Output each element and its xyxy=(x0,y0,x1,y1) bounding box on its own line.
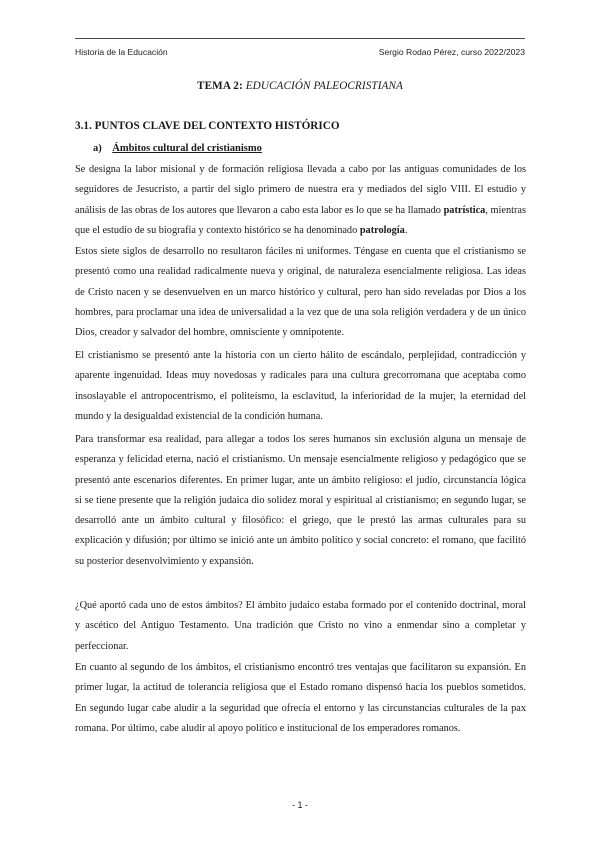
header-author-course: Sergio Rodao Pérez, curso 2022/2023 xyxy=(378,47,525,57)
page-header xyxy=(75,38,525,61)
title-label: TEMA 2 xyxy=(197,80,239,92)
paragraph-1-text-e: . xyxy=(404,224,408,236)
paragraph-6: En cuanto al segundo de los ámbitos, el cristianismo encontró tres ventajas que facilitaron su expansión. En primer lugar, la actitud de tolerancia religiosa que el Estado romano dispensó hacia los pueblos sometidos. En segundo lugar cabe aludir a la seguridad que ofrecía el entorno y las circunstancias culturales de la pax romana. Por último, cabe aludir al apoyo político e institucional de los emperadores romanos. xyxy=(75,662,526,734)
paragraph-3: El cristianismo se presentó ante la historia con un cierto hálito de escándalo, perplejidad, contradicción y aparente ingenuidad. Ideas muy novedosas y radicales para una cultura grecorromana que aceptaba como insoslayable el antropocentrismo, el politeísmo, la esclavitud, la inferioridad de la mujer, la eternidad del mundo y la desigualdad existencial de la condición humana. xyxy=(75,350,526,422)
subsection-marker: a) xyxy=(93,143,102,154)
section-heading: 3.1. PUNTOS CLAVE DEL CONTEXTO HISTÓRICO xyxy=(75,120,340,132)
term-patristica: patrística xyxy=(443,204,486,216)
header-course-title: Historia de la Educación xyxy=(75,47,168,57)
paragraph-5: ¿Qué aportó cada uno de estos ámbitos? El ámbito judaico estaba formado por el contenido doctrinal, moral y ascético del Antiguo Testamento. Una tradición que Cristo no vino a enmendar sino a completar y perfeccionar. xyxy=(75,600,526,652)
paragraph-1-text-c: , mientras que el estudio de su biografía y contexto histórico se ha denominado xyxy=(75,204,527,236)
subsection-text: Ámbitos cultural del cristianismo xyxy=(112,143,262,154)
term-patrologia: patrología xyxy=(359,224,405,236)
paragraph-1-text-a: Se designa la labor misional y de formación religiosa llevada a cabo por las antiguas comunidades de los seguidores de Jesucristo, a partir del siglo primero de nuestra era y mediados del siglo VIII. El estudio y análisis de las obras de los autores que llevaron a cabo esta labor es lo que se ha llamado xyxy=(75,164,526,216)
page-number: - 1 - xyxy=(291,800,308,810)
paragraph-2: Estos siete siglos de desarrollo no resultaron fáciles ni uniformes. Téngase en cuenta que el cristianismo se presentó como una realidad radicalmente nueva y original, de naturaleza esencialmente religiosa. Las ideas de Cristo nacen y se desenvuelven en un marco histórico y cultural, pero han sido reveladas por Dios a los hombres, para proclamar una idea de universalidad a la vez que de una sola religión verdadera y de un único Dios, creador y salvador del hombre, omnisciente y omnipotente. xyxy=(75,246,526,339)
title-subtitle: EDUCACIÓN PALEOCRISTIANA xyxy=(245,80,403,92)
paragraph-4: Para transformar esa realidad, para allegar a todos los seres humanos sin exclusión alguna un mensaje de esperanza y felicidad eterna, nació el cristianismo. Un mensaje esencialmente religioso y pedagógico que se presentó ante escenarios diferentes. En primer lugar, ante un ámbito religioso: el judío, circunstancia lógica si se tiene presente que la religión judaica dio solidez moral y espiritual al cristianismo; en segundo lugar, se desarrolló ante un ámbito cultural y filosófico: el griego, que le prestó las armas culturales para su explicación y difusión; por último se inició ante un ámbito político y social concreto: el romano, que facilitó su posterior desenvolvimiento y expansión. xyxy=(75,434,526,567)
title-colon: : xyxy=(238,80,243,92)
subsection-heading xyxy=(93,143,262,154)
paragraph-1 xyxy=(75,160,526,241)
document-title xyxy=(0,80,600,92)
